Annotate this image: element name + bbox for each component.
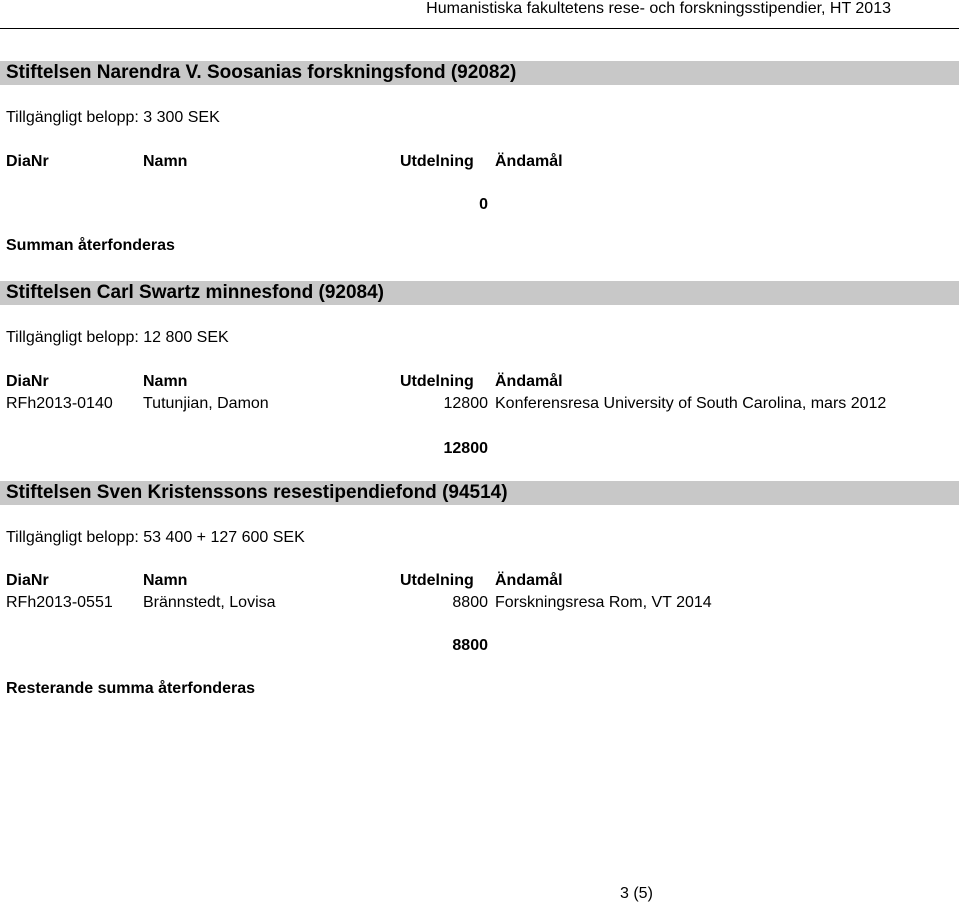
column-header-utdelning: Utdelning xyxy=(400,373,474,390)
page-number: 3 (5) xyxy=(620,885,653,902)
table-row-dianr: RFh2013-0551 xyxy=(6,594,113,611)
table-row-utdelning: 12800 xyxy=(443,395,488,412)
table-row-dianr: RFh2013-0140 xyxy=(6,395,113,412)
column-header-andamal: Ändamål xyxy=(495,572,563,589)
column-header-dianr: DiaNr xyxy=(6,153,49,170)
fund-title: Stiftelsen Carl Swartz minnesfond (92084) xyxy=(6,282,384,303)
column-header-utdelning: Utdelning xyxy=(400,153,474,170)
table-row-utdelning: 8800 xyxy=(452,594,488,611)
table-row-namn: Tutunjian, Damon xyxy=(143,395,269,412)
summary-label: Resterande summa återfonderas xyxy=(6,680,255,697)
column-header-namn: Namn xyxy=(143,373,188,390)
header-divider xyxy=(0,28,959,29)
fund-title: Stiftelsen Narendra V. Soosanias forskningsfond (92082) xyxy=(6,62,517,83)
fund-available-amount: Tillgängligt belopp: 53 400 + 127 600 SEK xyxy=(6,529,305,546)
column-header-andamal: Ändamål xyxy=(495,373,563,390)
fund-title: Stiftelsen Sven Kristenssons resestipendiefond (94514) xyxy=(6,482,508,503)
column-header-utdelning: Utdelning xyxy=(400,572,474,589)
table-row-andamal: Forskningsresa Rom, VT 2014 xyxy=(495,594,712,611)
page-header-title: Humanistiska fakultetens rese- och forskningsstipendier, HT 2013 xyxy=(426,0,891,17)
fund-total: 8800 xyxy=(452,637,488,654)
fund-total: 12800 xyxy=(443,440,488,457)
column-header-andamal: Ändamål xyxy=(495,153,563,170)
table-row-andamal: Konferensresa University of South Carolina, mars 2012 xyxy=(495,395,887,412)
column-header-dianr: DiaNr xyxy=(6,572,49,589)
summary-label: Summan återfonderas xyxy=(6,237,175,254)
table-row-namn: Brännstedt, Lovisa xyxy=(143,594,276,611)
column-header-dianr: DiaNr xyxy=(6,373,49,390)
column-header-namn: Namn xyxy=(143,572,188,589)
fund-available-amount: Tillgängligt belopp: 12 800 SEK xyxy=(6,329,229,346)
fund-available-amount: Tillgängligt belopp: 3 300 SEK xyxy=(6,109,220,126)
column-header-namn: Namn xyxy=(143,153,188,170)
fund-total: 0 xyxy=(479,196,488,213)
